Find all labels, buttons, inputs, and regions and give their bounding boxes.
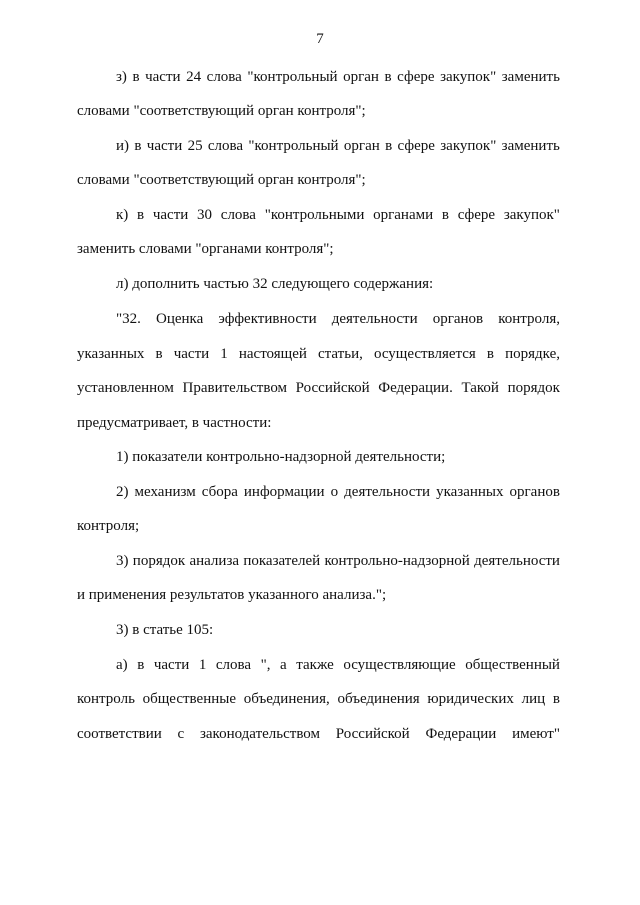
word: с: [177, 726, 185, 742]
paragraph-32-line-3: [77, 378, 560, 398]
word: Оценка: [155, 311, 204, 327]
word: эффективности: [218, 311, 317, 327]
word: закупок": [440, 69, 497, 85]
word: слова: [206, 69, 242, 85]
word: части: [145, 69, 181, 85]
page-number: 7: [316, 31, 324, 47]
word: части: [153, 657, 190, 673]
word: "контрольный: [247, 69, 338, 85]
word: 24: [186, 69, 202, 85]
word: в: [385, 138, 393, 154]
word: также: [296, 657, 334, 673]
paragraph-article-105-line-1: 3) в статье 105:: [116, 622, 214, 638]
paragraph-a-line-3: [77, 724, 560, 744]
word: контроль: [77, 691, 135, 707]
word: слова: [207, 138, 244, 154]
word: в: [552, 691, 560, 707]
word: "контрольный: [248, 138, 339, 154]
paragraph-a-line-1: [116, 655, 560, 675]
word: показателей: [243, 553, 321, 569]
word: орган: [343, 138, 380, 154]
word: статьи,: [318, 346, 363, 362]
word: слова: [215, 657, 252, 673]
word: заменить: [501, 138, 560, 154]
word: к): [116, 207, 129, 223]
word: юридических: [427, 691, 514, 707]
word: 1: [220, 346, 228, 362]
word: "контрольными: [264, 207, 365, 223]
word: части: [146, 138, 183, 154]
word: порядок: [507, 380, 560, 396]
word: 2): [116, 484, 129, 500]
list-item-3-line-2: и применения результатов указанного анализа.";: [77, 587, 387, 603]
word: Федерации.: [378, 380, 453, 396]
word: законодательством: [199, 726, 321, 742]
list-item-2-line-1: [116, 482, 560, 502]
word: объединения,: [243, 691, 330, 707]
word: слова: [220, 207, 256, 223]
word: установленном: [77, 380, 174, 396]
word: лиц: [521, 691, 546, 707]
word: в: [134, 138, 142, 154]
word: соответствии: [77, 726, 162, 742]
word: в: [441, 207, 449, 223]
word: в: [155, 346, 163, 362]
word: з): [116, 69, 127, 85]
word: орган: [343, 69, 379, 85]
word: органов: [509, 484, 560, 500]
word: анализа: [189, 553, 240, 569]
word: сфере: [397, 138, 435, 154]
word: части: [152, 207, 189, 223]
word: ",: [260, 657, 271, 673]
word: Российской: [335, 726, 410, 742]
word: контрольно-надзорной: [324, 553, 470, 569]
word: в: [384, 69, 392, 85]
word: 1: [198, 657, 207, 673]
word: 25: [187, 138, 203, 154]
word: Российской: [295, 380, 370, 396]
paragraph-z-line-2: словами "соответствующий орган контроля";: [77, 103, 366, 119]
word: а: [280, 657, 287, 673]
word: в: [486, 346, 494, 362]
word: общественный: [465, 657, 560, 673]
word: "32.: [116, 311, 141, 327]
word: информации: [243, 484, 325, 500]
word: порядке,: [505, 346, 560, 362]
paragraph-i-line-1: [116, 136, 560, 156]
word: закупок": [440, 138, 497, 154]
word: имеют": [512, 726, 560, 742]
word: осуществляющие: [343, 657, 456, 673]
word: деятельности: [344, 484, 431, 500]
word: в: [137, 207, 145, 223]
word: сбора: [201, 484, 238, 500]
word: закупок": [503, 207, 560, 223]
word: части: [173, 346, 210, 362]
paragraph-l-line-1: л) дополнить частью 32 следующего содержания:: [116, 276, 434, 292]
word: заменить: [501, 69, 560, 85]
word: порядок: [132, 553, 186, 569]
word: а): [116, 657, 128, 673]
word: деятельности: [474, 553, 560, 569]
word: механизм: [134, 484, 196, 500]
paragraph-a-line-2: [77, 689, 560, 709]
word: Такой: [461, 380, 499, 396]
word: органами: [373, 207, 434, 223]
list-item-1-line-1: 1) показатели контрольно-надзорной деятельности;: [116, 449, 446, 465]
paragraph-32-line-2: [77, 344, 560, 364]
list-item-3-line-1: [116, 551, 560, 571]
word: о: [330, 484, 339, 500]
word: органов: [432, 311, 484, 327]
list-item-2-line-2: контроля;: [77, 518, 140, 534]
paragraph-i-line-2: словами "соответствующий орган контроля";: [77, 172, 366, 188]
word: контроля,: [498, 311, 560, 327]
word: и): [116, 138, 130, 154]
word: деятельности: [331, 311, 418, 327]
word: общественные: [142, 691, 236, 707]
word: Правительством: [182, 380, 288, 396]
word: сфере: [397, 69, 435, 85]
word: осуществляется: [373, 346, 476, 362]
word: указанных: [436, 484, 504, 500]
paragraph-32-line-4: предусматривает, в частности:: [77, 415, 272, 431]
word: 30: [197, 207, 213, 223]
word: указанных: [77, 346, 145, 362]
paragraph-z-line-1: [116, 67, 560, 87]
word: в: [132, 69, 140, 85]
paragraph-k-line-2: заменить словами "органами контроля";: [77, 241, 334, 257]
word: Федерации: [425, 726, 497, 742]
word: объединения: [337, 691, 420, 707]
paragraph-k-line-1: [116, 205, 560, 225]
word: 3): [116, 553, 129, 569]
word: в: [137, 657, 145, 673]
paragraph-32-line-1: [116, 309, 560, 329]
word: сфере: [457, 207, 496, 223]
word: настоящей: [238, 346, 307, 362]
